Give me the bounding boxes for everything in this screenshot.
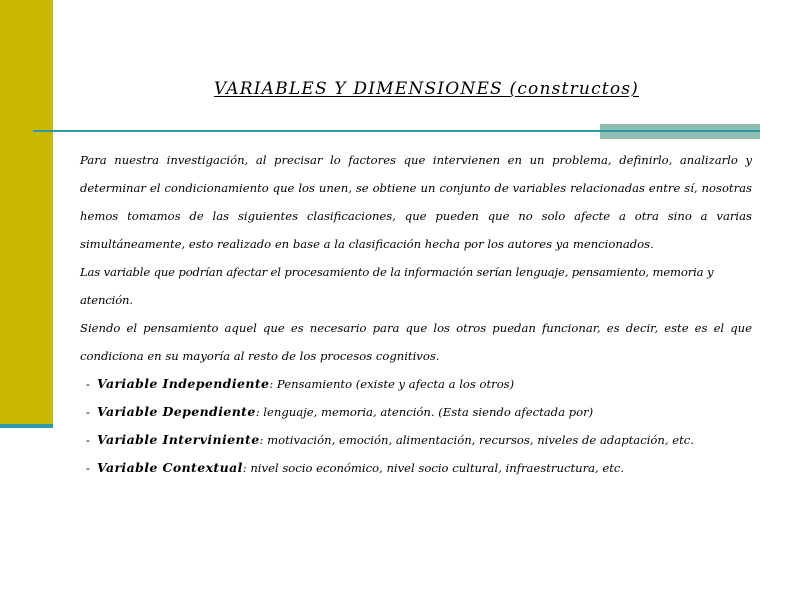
slide-title: VARIABLES Y DIMENSIONES (constructos): [213, 79, 640, 99]
left-decorative-bar: [0, 0, 53, 424]
variable-description: : motivación, emoción, alimentación, recursos, niveles de adaptación, etc.: [259, 433, 694, 447]
variable-description: : nivel socio económico, nivel socio cultural, infraestructura, etc.: [242, 461, 625, 475]
bullet-dash: -: [86, 433, 90, 447]
slide-body: [80, 146, 752, 482]
variable-name: Variable Contextual: [97, 460, 243, 475]
bullet-dash: -: [86, 377, 90, 391]
accent-divider-line: [600, 130, 760, 132]
variable-item-contextual: [80, 454, 752, 482]
intro-paragraph: Para nuestra investigación, al precisar lo factores que intervienen en un problema, definirlo, analizarlo y determinar el condicionamiento que los unen, se obtiene un conjunto de variables relacionadas entre sí, nosotras hemos tomamos de las siguientes clasificaciones, que pueden que no solo afecte a otra sino a varias simultáneamente, esto realizado en base a la clasificación hecha por los autores ya mencionados.: [80, 153, 752, 251]
variable-description: : Pensamiento (existe y afecta a los otros): [269, 377, 515, 391]
variable-item-independiente: [80, 370, 752, 398]
variables-paragraph: Las variable que podrían afectar el procesamiento de la información serían lenguaje, pensamiento, memoria y atención.: [80, 265, 714, 307]
variable-name: Variable Interviniente: [97, 432, 260, 447]
variable-description: : lenguaje, memoria, atención. (Esta siendo afectada por): [255, 405, 594, 419]
variable-item-interviniente: [80, 426, 752, 454]
variable-name: Variable Dependiente: [97, 404, 256, 419]
variable-item-dependiente: [80, 398, 752, 426]
bullet-dash: -: [86, 461, 90, 475]
left-bar-underline: [0, 424, 53, 428]
thinking-paragraph: Siendo el pensamiento aquel que es necesario para que los otros puedan funcionar, es decir, este es el que condiciona en su mayoría al resto de los procesos cognitivos.: [80, 321, 752, 363]
variable-name: Variable Independiente: [97, 376, 270, 391]
bullet-dash: -: [86, 405, 90, 419]
